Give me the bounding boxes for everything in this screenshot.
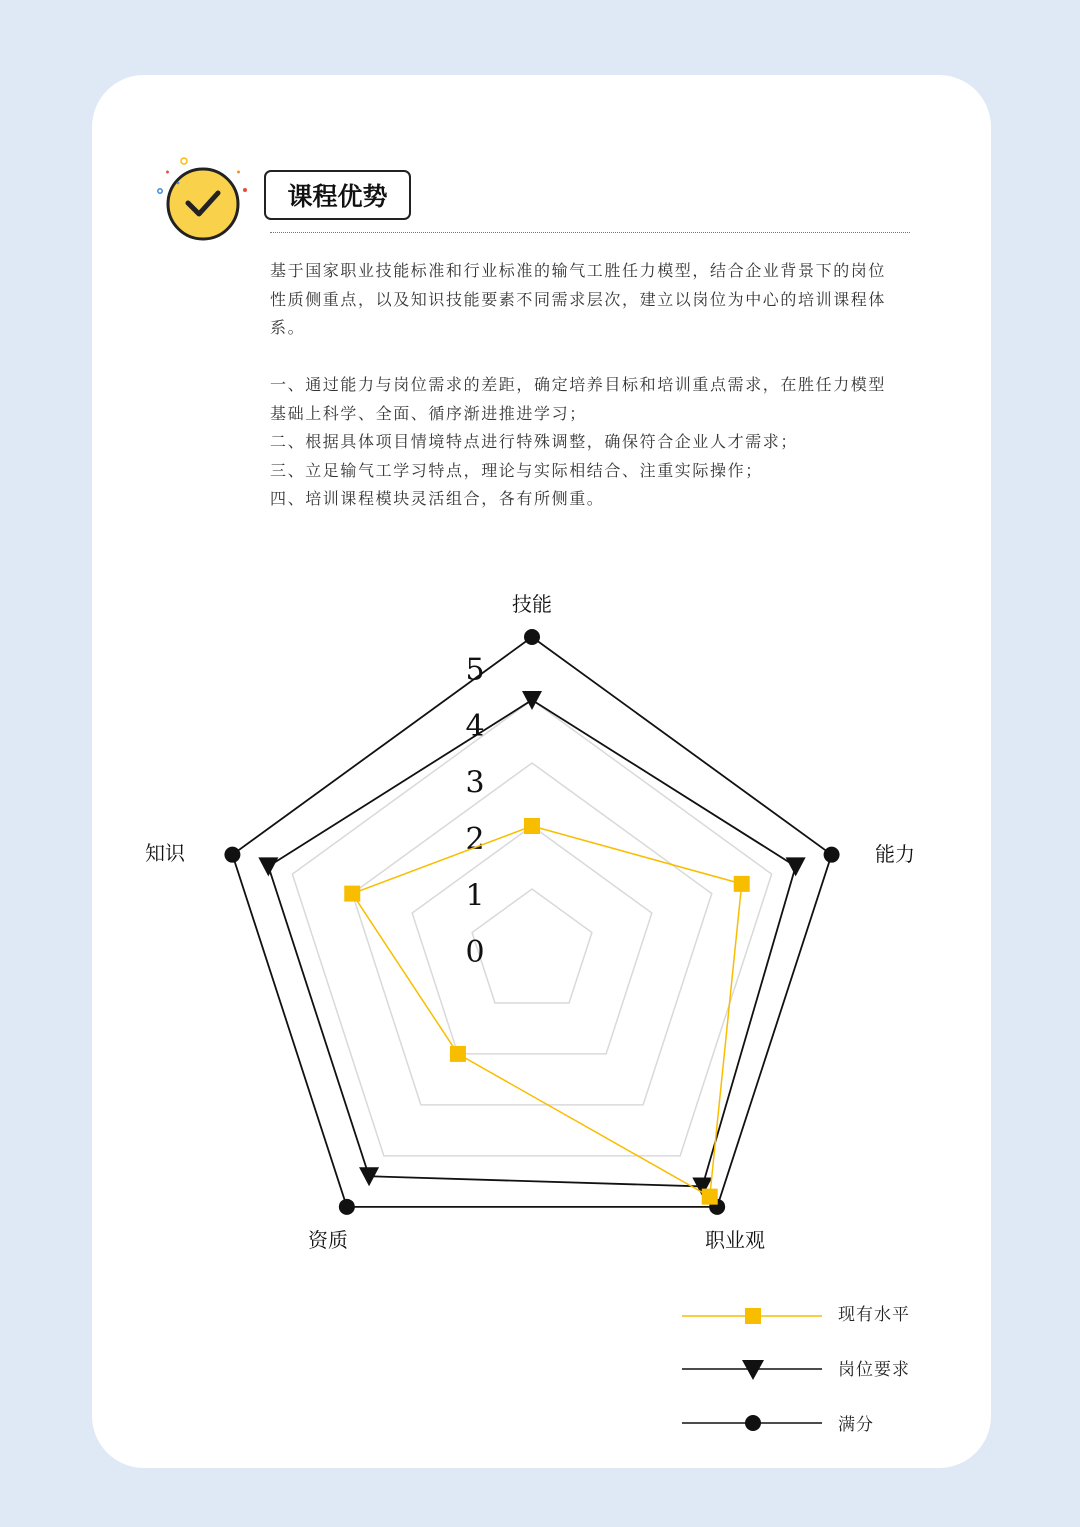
legend-item-required xyxy=(682,1345,942,1400)
legend-swatch-triangle xyxy=(682,1353,827,1389)
title-divider xyxy=(270,232,910,233)
legend-label: 现有水平 xyxy=(838,1305,910,1325)
legend-item-current xyxy=(682,1290,942,1345)
tick-label: 0 xyxy=(465,935,485,970)
point-item: 三、立足输气工学习特点，理论与实际相结合、注重实际操作； xyxy=(270,460,763,480)
check-badge-icon xyxy=(152,152,252,252)
legend-swatch-square xyxy=(682,1298,827,1334)
tick-label: 2 xyxy=(465,822,485,857)
legend-item-full xyxy=(682,1400,942,1455)
chart-legend xyxy=(682,1290,942,1455)
legend-swatch-circle xyxy=(682,1408,827,1444)
point-item: 二、根据具体项目情境特点进行特殊调整，确保符合企业人才需求； xyxy=(270,432,799,451)
tick-label: 4 xyxy=(465,709,485,744)
axis-label: 资质 xyxy=(308,1228,348,1252)
axis-label: 能力 xyxy=(875,842,915,866)
legend-label: 满分 xyxy=(838,1415,874,1435)
axis-label: 知识 xyxy=(145,841,185,865)
legend-label: 岗位要求 xyxy=(838,1360,910,1380)
point-item: 一、通过能力与岗位需求的差距，确定培养目标和培训重点需求，在胜任力模型基础上科学、全面、循序渐进推进学习； xyxy=(270,375,887,423)
intro-paragraph: 基于国家职业技能标准和行业标准的输气工胜任力模型，结合企业背景下的岗位性质侧重点，以及知识技能要素不同需求层次，建立以岗位为中心的培训课程体系。 xyxy=(270,261,887,337)
axis-label: 技能 xyxy=(512,592,552,616)
point-item: 四、培训课程模块灵活组合，各有所侧重。 xyxy=(270,489,605,508)
tick-label: 3 xyxy=(465,765,485,801)
advantage-points xyxy=(270,371,900,514)
tick-label: 5 xyxy=(465,652,485,688)
section-title: 课程优势 xyxy=(264,170,411,220)
tick-label: 1 xyxy=(465,878,485,914)
axis-label: 职业观 xyxy=(705,1228,765,1252)
